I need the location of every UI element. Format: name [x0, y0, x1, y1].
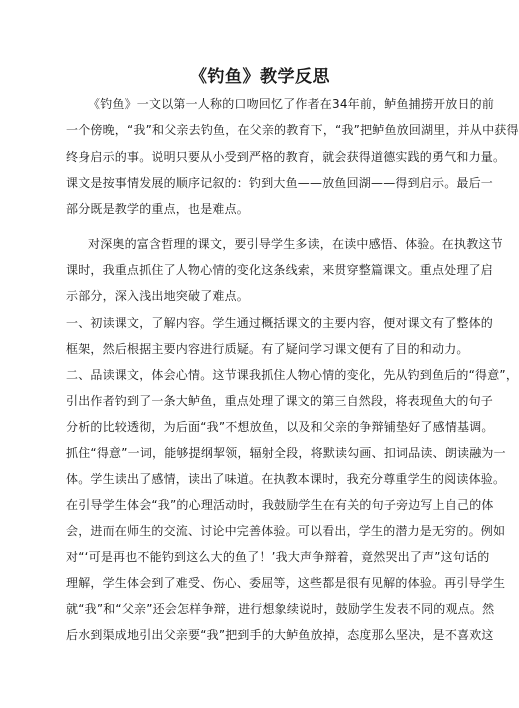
paragraph-line: 课时，我重点抓住了人物心情的变化这条线索，来贯穿整篇课文。重点处理了启 — [66, 263, 494, 277]
paragraph-line: 一个傍晚，“我”和父亲去钓鱼，在父亲的教育下，“我”把鲈鱼放回湖里，并从中获得 — [66, 123, 519, 137]
paragraph-line: 分析的比较透彻，为后面“我”不想放鱼，以及和父亲的争辩铺垫好了感情基调。 — [66, 420, 494, 434]
paragraph-line: 二、品读课文，体会心情。这节课我抓住人物心情的变化，先从钓到鱼后的“得意”， — [66, 368, 519, 382]
paragraph-line: 一、初读课文，了解内容。学生通过概括课文的主要内容，便对课文有了整体的 — [66, 316, 494, 330]
paragraph-line: 理解，学生体会到了难受、伤心、委屈等，这些都是很有见解的体验。再引导学生 — [66, 576, 506, 590]
paragraph-line: 后水到渠成地引出父亲要“我”把到手的大鲈鱼放掉，态度那么坚决，是不喜欢这 — [66, 628, 494, 642]
document-title: 《钓鱼》教学反思 — [190, 67, 330, 87]
paragraph-line: 在引导学生体会“我”的心理活动时，我鼓励学生在有关的句子旁边写上自己的体 — [66, 498, 494, 512]
paragraph-line: 引出作者钓到了一条大鲈鱼，重点处理了课文的第三自然段，将表现鱼大的句子 — [66, 394, 494, 408]
paragraph-line: 对深奥的富含哲理的课文，要引导学生多读，在读中感悟、体验。在执教这节 — [88, 237, 503, 251]
paragraph-line: 体。学生读出了感情，读出了味道。在执教本课时，我充分尊重学生的阅读体验。 — [66, 472, 506, 486]
paragraph-line: 部分既是教学的重点，也是难点。 — [66, 202, 250, 216]
paragraph-line: 就“我”和“父亲”还会怎样争辩，进行想象续说时，鼓励学生发表不同的观点。然 — [66, 602, 495, 616]
paragraph-line: 《钓鱼》一文以第一人称的口吻回忆了作者在34年前，鲈鱼捕捞开放日的前 — [88, 97, 495, 111]
paragraph-line: 课文是按事情发展的顺序记叙的：钓到大鱼——放鱼回湖——得到启示。最后一 — [66, 176, 494, 190]
paragraph-line: 对“‘可是再也不能钓到这么大的鱼了！’我大声争辩着，竟然哭出了声”这句话的 — [66, 550, 490, 564]
paragraph-line: 抓住“得意”一词，能够提纲挈领，辐射全段，将默读勾画、扣词品读、朗读融为一 — [66, 446, 506, 460]
paragraph-line: 会，进而在师生的交流、讨论中完善体验。可以看出，学生的潜力是无穷的。例如 — [66, 524, 506, 538]
paragraph-line: 示部分，深入浅出地突破了难点。 — [66, 289, 250, 303]
paragraph-line: 终身启示的事。说明只要从小受到严格的教育，就会获得道德实践的勇气和力量。 — [66, 150, 506, 164]
paragraph-line: 框架，然后根据主要内容进行质疑。有了疑问学习课文便有了目的和动力。 — [66, 342, 469, 356]
